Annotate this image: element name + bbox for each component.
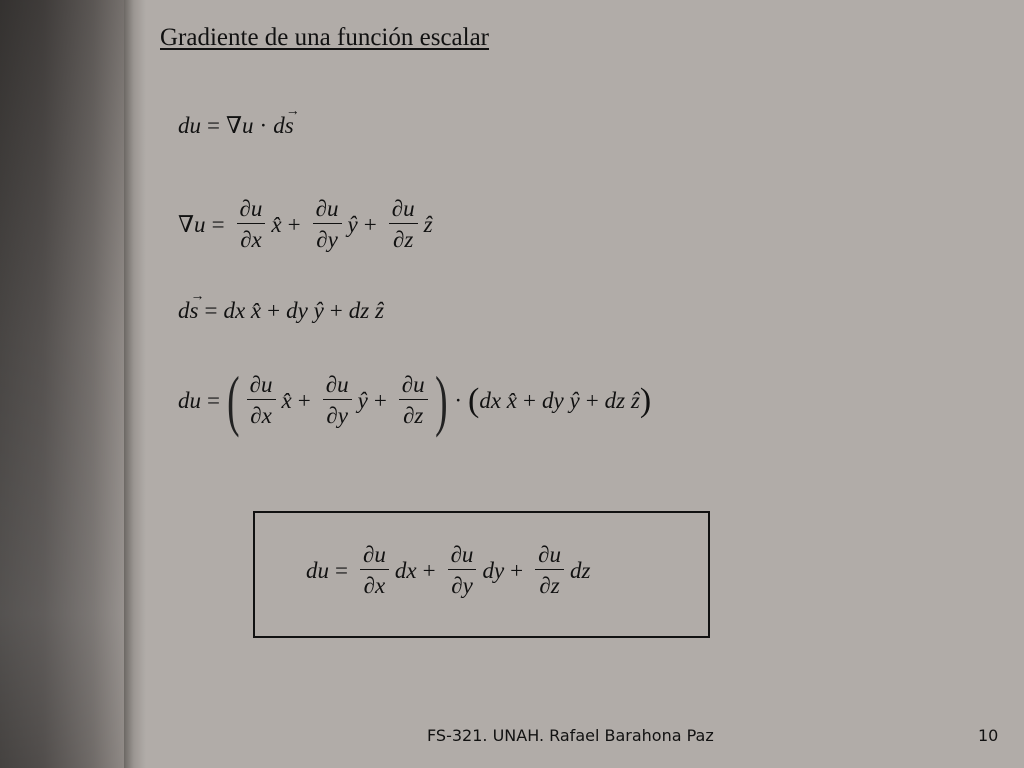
eq5-plus: +: [422, 557, 436, 583]
eq4-lhs: du: [178, 387, 201, 413]
eq2-unit-y: ŷ: [347, 211, 358, 237]
eq4-partial-z: $\frac{\partial u}{\partial z}$: [399, 373, 428, 428]
eq4-partial-x: $\frac{\partial u}{\partial x}$: [247, 373, 276, 428]
eq5-dy: dy: [482, 557, 505, 583]
eq1-equals: =: [207, 113, 220, 138]
eq3-vector-arrow: →: [190, 289, 205, 304]
eq4-unit-x: x̂: [281, 387, 292, 413]
eq3-plus: +: [267, 298, 281, 323]
eq2-plus: +: [363, 211, 377, 237]
eq4-plus: +: [297, 387, 311, 413]
page-number: 10: [978, 726, 999, 745]
eq4-unit-y-2: ŷ: [569, 387, 580, 413]
eq3-plus: +: [329, 298, 343, 323]
eq3-d: d: [178, 298, 190, 323]
eq4-equals: =: [207, 387, 220, 413]
eq3-unit-y: ŷ: [313, 298, 324, 323]
eq2-partial-x: $\frac{\partial u}{\partial x}$: [237, 197, 266, 252]
eq1-nabla-u: ∇u: [225, 113, 254, 138]
eq4-left-paren: (: [227, 362, 240, 438]
eq4-unit-x-2: x̂: [506, 387, 518, 413]
eq2-partial-z: $\frac{\partial u}{\partial z}$: [389, 197, 418, 252]
eq2-partial-y: $\frac{\partial u}{\partial y}$: [313, 197, 342, 252]
slide-title: Gradiente de una función escalar: [160, 24, 490, 51]
eq3-unit-z: ẑ: [374, 298, 384, 323]
decorative-side-edge: [124, 0, 146, 768]
eq1-d: d: [273, 113, 285, 138]
equation-du-total-differential: [306, 543, 590, 598]
eq2-plus: +: [287, 211, 301, 237]
eq1-dot: ·: [259, 113, 268, 138]
eq3-dy: dy: [286, 298, 308, 323]
equation-displacement: [178, 289, 384, 324]
eq1-vector-arrow: →: [285, 104, 300, 119]
eq5-equals: =: [335, 557, 348, 583]
eq4-dy: dy: [542, 387, 564, 413]
equation-du-expanded: [178, 362, 652, 438]
eq2-unit-x: x̂: [271, 211, 282, 237]
eq4-plus: +: [373, 387, 387, 413]
eq4-unit-y: ŷ: [357, 387, 368, 413]
eq5-partial-x: $\frac{\partial u}{\partial x}$: [360, 543, 389, 598]
eq2-lhs: ∇u: [178, 211, 206, 237]
decorative-side-bar: [0, 0, 124, 768]
eq4-dx: dx: [479, 387, 502, 413]
eq4-plus: +: [523, 387, 536, 413]
eq1-lhs: du: [178, 113, 201, 138]
eq3-s-vector: → s: [189, 289, 205, 323]
eq4-right-paren: ): [434, 362, 448, 438]
eq4-dz: dz: [604, 387, 626, 413]
eq3-equals: =: [204, 298, 218, 323]
footer-text: FS-321. UNAH. Rafael Barahona Paz: [427, 726, 714, 745]
eq4-plus: +: [585, 387, 599, 413]
eq2-equals: =: [211, 211, 225, 237]
eq5-plus: +: [510, 557, 524, 583]
eq3-dz: dz: [348, 298, 370, 323]
slide-footer: [0, 724, 1024, 750]
eq4-unit-z-2: ẑ: [630, 387, 640, 413]
eq3-unit-x: x̂: [250, 298, 262, 323]
eq2-unit-z: ẑ: [423, 211, 433, 237]
equation-du-differential: [178, 104, 300, 139]
eq5-lhs: du: [306, 557, 329, 583]
equation-gradient-definition: [178, 197, 433, 252]
eq5-dz: dz: [570, 557, 591, 583]
eq4-left-paren-2: (: [468, 381, 480, 419]
eq3-dx: dx: [223, 298, 246, 323]
eq4-partial-y: $\frac{\partial u}{\partial y}$: [323, 373, 352, 428]
eq1-s-vector: → s: [284, 104, 300, 138]
eq5-partial-y: $\frac{\partial u}{\partial y}$: [448, 543, 477, 598]
eq5-partial-z: $\frac{\partial u}{\partial z}$: [535, 543, 564, 598]
eq4-right-paren-2: ): [639, 381, 652, 419]
eq4-dot: ·: [454, 387, 462, 413]
eq5-dx: dx: [394, 557, 417, 583]
